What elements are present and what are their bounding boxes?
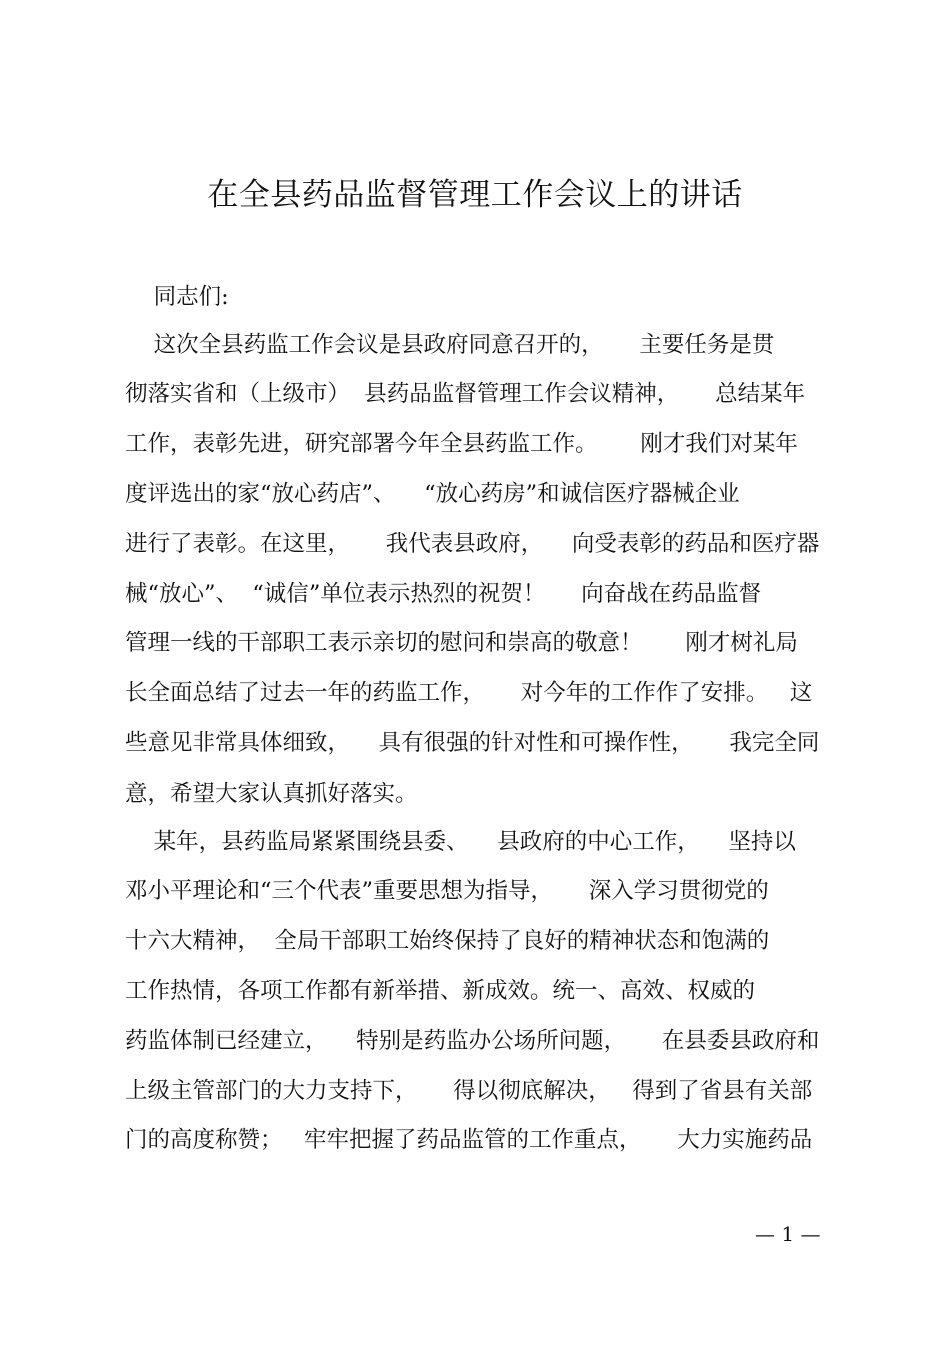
- body-line: 管理一线的干部职工表示亲切的慰问和崇高的敬意！ 刚才树礼局: [125, 630, 798, 656]
- body-line: 彻落实省和（上级市） 县药品监督管理工作会议精神， 总结某年: [125, 381, 806, 407]
- body-line: 度评选出的家“放心药店”、 “放心药房”和诚信医疗器械企业: [125, 481, 740, 507]
- body-line: 意，希望大家认真抓好落实。: [125, 781, 418, 807]
- body-line: 上级主管部门的大力支持下， 得以彻底解决， 得到了省县有关部: [125, 1078, 813, 1104]
- body-line: 进行了表彰。在这里， 我代表县政府， 向受表彰的药品和医疗器: [125, 531, 820, 557]
- body-line: 药监体制已经建立， 特别是药监办公场所问题， 在县委县政府和: [125, 1028, 820, 1054]
- body-line: 些意见非常具体细致， 具有很强的针对性和可操作性， 我完全同: [125, 730, 820, 756]
- body-line: 械“放心”、 “诚信”单位表示热烈的祝贺！ 向奋战在药品监督: [125, 581, 762, 607]
- body-line: 这次全县药监工作会议是县政府同意召开的， 主要任务是贯: [125, 332, 775, 358]
- body-line: 工作热情，各项工作都有新举措、新成效。统一、高效、权威的: [125, 978, 756, 1004]
- body-line: 十六大精神， 全局干部职工始终保持了良好的精神状态和饱满的: [125, 928, 770, 954]
- body-line: 邓小平理论和“三个代表”重要思想为指导， 深入学习贯彻党的: [125, 878, 769, 904]
- body-line: 长全面总结了过去一年的药监工作， 对今年的工作作了安排。 这: [125, 680, 813, 706]
- salutation-line: 同志们:: [125, 284, 229, 310]
- page-number: — 1 —: [755, 1222, 821, 1246]
- document-title: 在全县药品监督管理工作会议上的讲话: [207, 177, 743, 213]
- body-line: 工作，表彰先进，研究部署今年全县药监工作。 刚才我们对某年: [125, 431, 798, 457]
- body-line: 门的高度称赞； 牢牢把握了药品监管的工作重点， 大力实施药品: [125, 1127, 813, 1153]
- body-line: 某年，县药监局紧紧围绕县委、 县政府的中心工作， 坚持以: [125, 829, 796, 855]
